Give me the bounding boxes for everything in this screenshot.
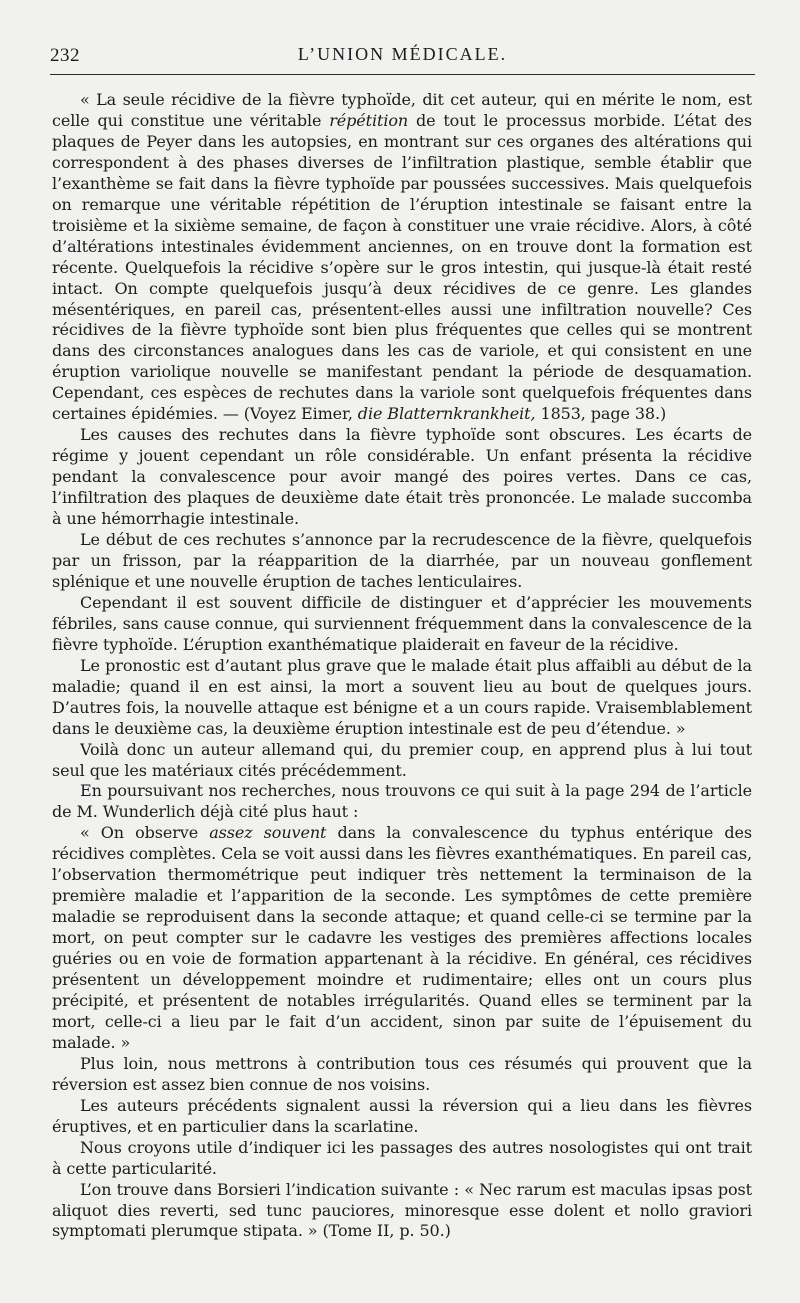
text-run: Voilà donc un auteur allemand qui, du premier coup, en apprend plus à lui tout seul que les matériaux cités précédemment. — [52, 739, 752, 780]
text-run: Les causes des rechutes dans la fièvre typhoïde sont obscures. Les écarts de régime y jouent cependant un rôle considérable. Un enfant présenta la récidive pendant la convalescence pour avoir mangé des poires vertes. Dans ce cas, l’infiltration des plaques de deuxième date était très prononcée. Le malade succomba à une hémorrhagie intestinale. — [52, 425, 752, 529]
text-run: L’on trouve dans Borsieri l’indication suivante : « Nec rarum est maculas ipsas post aliquot dies reverti, sed tunc pauciores, minoresque esse dolent et nollo graviori symptomati plerumque stipata. » (Tome II, p. 50.) — [52, 1179, 752, 1241]
paragraph — [52, 593, 752, 656]
text-run: Cependant il est souvent difficile de distinguer et d’apprécier les mouvements fébriles, sans cause connue, qui surviennent fréquemment dans la convalescence de la fièvre typhoïde. L’éruption exanthématique plaiderait en faveur de la récidive. — [52, 592, 752, 654]
header-rule — [50, 74, 755, 75]
paragraph — [52, 740, 752, 782]
page-header — [50, 40, 755, 70]
text-run: Nous croyons utile d’indiquer ici les passages des autres nosologistes qui ont trait à cette particularité. — [52, 1137, 752, 1178]
paragraph — [52, 781, 752, 823]
paragraph — [52, 1180, 752, 1243]
paragraph — [52, 90, 752, 425]
page-number: 232 — [50, 45, 80, 66]
running-title: L’UNION MÉDICALE. — [297, 44, 508, 64]
text-run: dans la convalescence du typhus entérique des récidives complètes. Cela se voit aussi dans les fièvres exanthématiques. En pareil cas, l’observation thermométrique peut indiquer très nettement la terminaison de la première maladie et l’apparition de la seconde. Les symptômes de cette première maladie se reproduisent dans la seconde attaque; et quand celle-ci se termine par la mort, on peut compter sur le cadavre les vestiges des premières affections locales guéries ou en voie de formation appartenant à la récidive. En général, ces récidives présentent un développement moindre et rudimentaire; elles ont un cours plus précipité, et présentent de notables irrégularités. Quand elles se terminent par la mort, celle-ci a lieu par le fait d’un accident, sinon par suite de l’épuisement du malade. » — [52, 823, 752, 1052]
text-run: En poursuivant nos recherches, nous trouvons ce qui suit à la page 294 de l’article de M. Wunderlich déjà cité plus haut : — [52, 781, 752, 822]
text-run: 1853, page 38.) — [535, 404, 667, 424]
text-run: Le début de ces rechutes s’annonce par la recrudescence de la fièvre, quelquefois par un frisson, par la réapparition de la diarrhée, par un nouveau gonflement splénique et une nouvelle éruption de taches lenticulaires. — [52, 530, 752, 591]
paragraph — [52, 1096, 752, 1138]
italic-text: die Blatternkrankheit, — [357, 404, 536, 424]
italic-text: répétition — [329, 110, 409, 130]
text-run: « La seule récidive de la fièvre typhoïde, dit cet auteur, qui en mérite le nom, est celle qui constitue une véritable — [52, 90, 752, 130]
paragraph — [52, 823, 752, 1053]
italic-text: assez souvent — [209, 823, 327, 843]
paragraph — [52, 656, 752, 740]
article-body — [52, 90, 752, 1242]
paragraph — [52, 1138, 752, 1180]
text-run: Les auteurs précédents signalent aussi la réversion qui a lieu dans les fièvres éruptives, et en particulier dans la scarlatine. — [52, 1095, 752, 1136]
paragraph — [52, 425, 752, 530]
paragraph — [52, 530, 752, 593]
text-run: « On observe — [80, 823, 210, 843]
paragraph — [52, 1054, 752, 1096]
text-run: de tout le processus morbide. L’état des plaques de Peyer dans les autopsies, en montrant sur ces organes des altérations qui correspondent à des phases diverses de l’infiltration plastique, semble établir que l’exanthème se fait dans la fièvre typhoïde par poussées successives. Mais quelquefois on remarque une véritable répétition de l’éruption intestinale se faisant entre la troisième et la sixième semaine, de façon à constituer une vraie récidive. Alors, à côté d’altérations intestinales évidemment anciennes, on en trouve dont la formation est récente. Quelquefois la récidive s’opère sur le gros intestin, qui jusque-là était resté intact. On compte quelquefois jusqu’à deux récidives de ce genre. Les glandes mésentériques, en pareil cas, présentent-elles aussi une infiltration nouvelle? Ces récidives de la fièvre typhoïde sont bien plus fréquentes que celles qui se montrent dans des circonstances analogues dans les cas de variole, et qui consistent en une éruption variolique nouvelle se manifestant pendant la période de desquamation. Cependant, ces espèces de rechutes dans la variole sont quelquefois fréquentes dans certaines épidémies. — (Voyez Eimer, — [52, 110, 752, 424]
text-run: Plus loin, nous mettrons à contribution tous ces résumés qui prouvent que la réversion est assez bien connue de nos voisins. — [52, 1053, 752, 1094]
text-run: Le pronostic est d’autant plus grave que le malade était plus affaibli au début de la maladie; quand il en est ainsi, la mort a souvent lieu au bout de quelques jours. D’autres fois, la nouvelle attaque est bénigne et a un cours rapide. Vraisemblablement dans le deuxième cas, la deuxième éruption intestinale est de peu d’étendue. » — [52, 655, 752, 738]
